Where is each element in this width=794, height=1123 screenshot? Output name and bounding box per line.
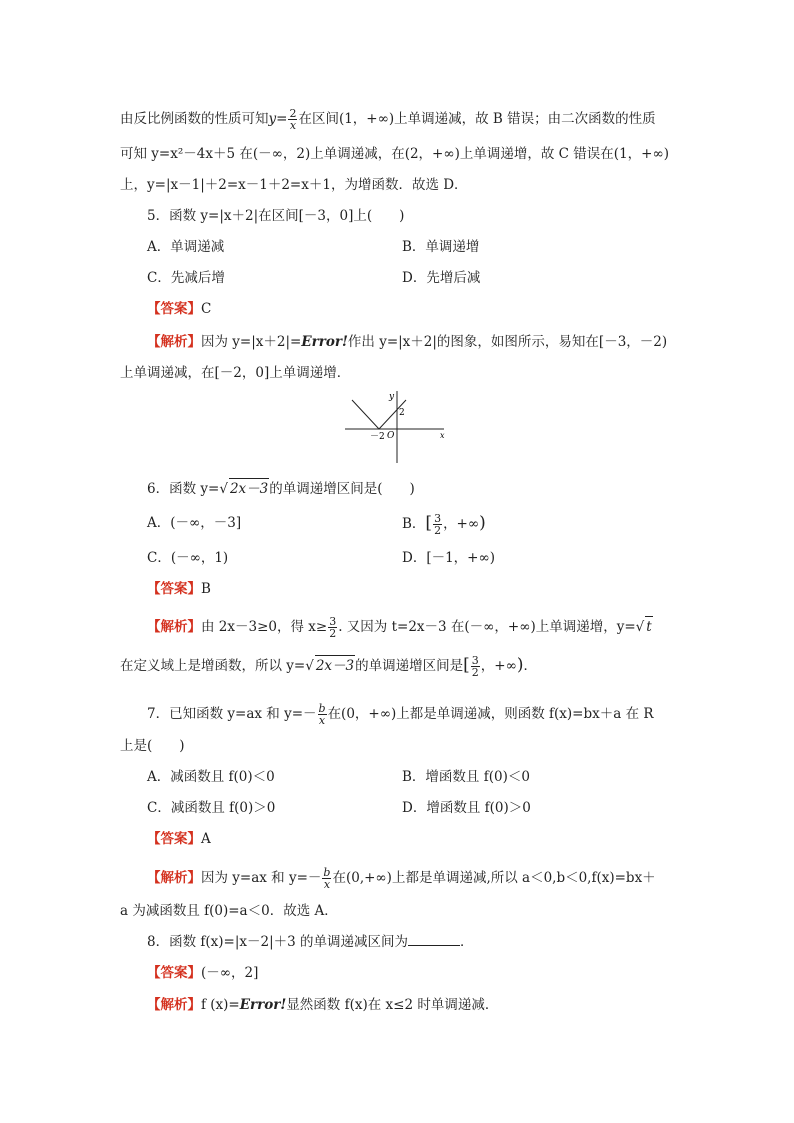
analysis-tag: 【解析】 [147,334,201,350]
fraction: $\frac{2}{x}$ [289,107,297,132]
question-7-stem: 7．已知函数 y=ax 和 y=－ $\frac{b}{x}$ 在(0，+∞)上都是单调递减，则函数 f(x)=bx＋a 在 R [147,702,654,727]
option-c: C．减函数且 f(0)＞0 [147,800,276,816]
answer-line [147,963,258,983]
text-line [120,108,656,131]
option-c: C．(－∞，1) [147,550,229,566]
option-d: D．[－1，+∞) [402,550,496,566]
text: 在区间(1，+∞)上单调递减，故 B 错误；由二次函数的性质 [298,111,656,127]
analysis-line: 【解析】f (x)=Error!显然函数 f(x)在 x≤2 时单调递减． [147,997,499,1013]
fraction: $\frac{3}{2}$ [329,615,337,640]
sqrt-sign: √ [635,619,645,635]
tick-label-2: 2 [399,408,405,418]
question-7-stem-cont: 上是( ) [120,738,185,754]
option-d: D．增函数且 f(0)＞0 [402,800,531,816]
analysis-tag: 【解析】 [147,619,201,635]
answer-line [147,299,211,319]
error-text: Error! [301,334,348,350]
analysis-line: 【解析】因为 y=|x＋2|=Error!作出 y=|x＋2|的图象，如图所示，易知在[－3，－2) [147,334,668,350]
text-line: 上，y=|x－1|＋2=x－1＋2=x＋1，为增函数．故选 D． [120,177,468,193]
graph-curve [352,400,406,429]
option-a: A．减函数且 f(0)＜0 [147,769,275,785]
text-line: 可知 y=x²－4x＋5 在(－∞，2)上单调递减，在(2，+∞)上单调递增，故 C 错误在(1，+∞) [120,146,669,162]
analysis-line: 【解析】由 2x－3≥0，得 x≥ $\frac{3}{2}$ . 又因为 t=2x－3 在(－∞，+∞)上单调递增，y=√ t [147,615,652,640]
analysis-line: 【解析】因为 y=ax 和 y=－ $\frac{b}{x}$ 在(0,+∞)上都是单调递减,所以 a＜0,b＜0,f(x)=bx＋ [147,866,656,891]
option-c: C．先减后增 [147,270,225,286]
sqrt-sign: √ [305,658,314,674]
error-text: Error! [239,997,287,1013]
text: 由反比例函数的性质可知 [120,111,269,127]
answer-line [147,829,211,849]
radicand: 2x－3 [229,478,269,499]
fraction: $\frac{b}{x}$ [318,702,326,727]
answer: B [201,581,211,597]
tick-label-neg2: －2 [370,432,385,442]
answer-blank[interactable] [408,933,460,946]
answer-tag: 【答案】 [147,831,201,847]
fraction: $\frac{3}{2}$ [434,512,442,537]
analysis-line: 上单调递减，在[－2，0]上单调递增． [120,365,351,381]
answer-line [147,579,211,599]
math: y= [268,111,288,127]
question-6-stem: 6．函数 y=√ 2x－3的单调递增区间是( ) [147,478,415,499]
radicand: t [645,616,652,637]
analysis-tag: 【解析】 [147,870,201,886]
answer-tag: 【答案】 [147,301,201,317]
answer-tag: 【答案】 [147,581,201,597]
question-8-stem: 8．函数 f(x)=|x－2|＋3 的单调递减区间为 ． [147,934,474,950]
function-graph [340,388,452,466]
option-a: A．单调递减 [147,239,225,255]
analysis-line: 在定义域上是增函数，所以 y=√ 2x－3的单调递增区间是[ $\frac{3}{2}$ ，+∞)． [120,654,537,679]
fraction: $\frac{3}{2}$ [471,654,479,679]
origin-label: O [387,431,395,441]
y-axis-label: y [389,392,395,402]
option-b: B．增函数且 f(0)＜0 [402,769,530,785]
option-b: B．单调递增 [402,239,480,255]
sqrt-sign: √ [219,481,228,497]
option-a: A．(－∞，－3] [147,515,242,531]
question-5-stem: 5．函数 y=|x＋2|在区间[－3，0]上( ) [147,208,405,224]
answer: (－∞，2] [201,965,259,981]
radicand: 2x－3 [315,655,355,676]
option-d: D．先增后减 [402,270,481,286]
analysis-tag: 【解析】 [147,997,201,1013]
x-axis-label: x [440,431,445,440]
analysis-line: a 为减函数且 f(0)=a＜0．故选 A． [120,903,338,919]
answer: A [201,831,211,847]
fraction: $\frac{b}{x}$ [323,866,331,891]
answer: C [201,301,212,317]
answer-tag: 【答案】 [147,965,201,981]
option-b: B．[ $\frac{3}{2}$ ，+∞) [402,512,486,537]
